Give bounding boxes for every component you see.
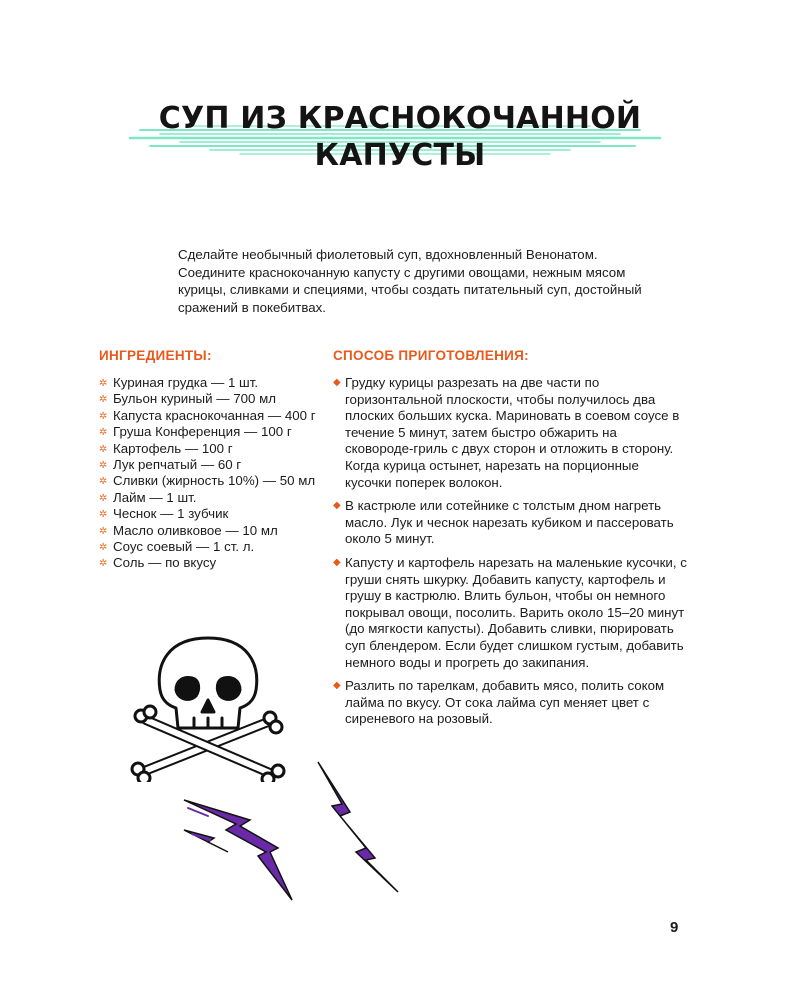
ingredient-item bbox=[99, 490, 319, 506]
title-line-1: СУП ИЗ КРАСНОКОЧАННОЙ bbox=[158, 101, 642, 136]
intro-line: курицы, сливками и специями, чтобы создать питательный суп, достойный bbox=[178, 282, 642, 297]
ingredients-heading: ИНГРЕДИЕНТЫ: bbox=[99, 348, 212, 363]
ingredient-text: Масло оливковое — 10 мл bbox=[113, 522, 278, 538]
ingredient-item bbox=[99, 523, 319, 539]
ingredient-item bbox=[99, 391, 319, 407]
method-step bbox=[333, 498, 688, 548]
ingredient-item bbox=[99, 473, 319, 489]
ingredient-item bbox=[99, 424, 319, 440]
intro-line: Сделайте необычный фиолетовый суп, вдохновленный Венонатом. bbox=[178, 247, 598, 262]
bullet-icon: ✲ bbox=[99, 427, 108, 439]
intro-line: сражений в покебитвах. bbox=[178, 299, 326, 315]
method-step bbox=[333, 678, 688, 728]
intro-line: Соедините краснокочанную капусту с другими овощами, нежным мясом bbox=[178, 264, 626, 280]
lightning-icon bbox=[180, 760, 440, 920]
method-step bbox=[333, 555, 688, 671]
diamond-bullet-icon: ◆ bbox=[333, 680, 341, 692]
ingredient-text: Соль — по вкусу bbox=[113, 555, 217, 571]
ingredients-list bbox=[99, 375, 319, 572]
ingredient-item bbox=[99, 506, 319, 522]
ingredient-text: Картофель — 100 г bbox=[113, 440, 233, 456]
ingredient-text: Лук репчатый — 60 г bbox=[113, 457, 242, 473]
bullet-icon: ✲ bbox=[99, 394, 108, 406]
bullet-icon: ✲ bbox=[99, 443, 108, 455]
ingredient-item bbox=[99, 539, 319, 555]
ingredient-item bbox=[99, 375, 319, 391]
bullet-icon: ✲ bbox=[99, 542, 108, 554]
page-number: 9 bbox=[670, 919, 679, 936]
method-step bbox=[333, 375, 688, 491]
ingredient-text: Лайм — 1 шт. bbox=[113, 489, 197, 505]
step-text: Грудку курицы разрезать на две части по горизонтальной плоскости, чтобы получилось два плоских больших куска. Мариновать в соевом соусе в течение 5 минут, затем быстро обжарить на сковороде-гриль с двух сторон и отложить в сторону. Когда курица остынет, нарезать на порционные кусочки поперек волокон. bbox=[345, 375, 680, 490]
step-text: Капусту и картофель нарезать на маленькие кусочки, с груши снять шкурку. Добавить капусту, картофель и грушу в кастрюлю. Влить бульон, чтобы он немного покрывал овощи, посолить. Варить около 15–20 минут (до мягкости капусты). Добавить сливки, пюрировать суп блендером. Если будет слишком густым, добавить немного воды и прогреть до закипания. bbox=[345, 554, 687, 670]
step-text: В кастрюле или сотейнике с толстым дном нагреть масло. Лук и чеснок нарезать кубиком и пассеровать около 5 минут. bbox=[345, 498, 674, 547]
bullet-icon: ✲ bbox=[99, 460, 108, 472]
diamond-bullet-icon: ◆ bbox=[333, 377, 341, 388]
ingredient-text: Сливки (жирность 10%) — 50 мл bbox=[113, 473, 316, 489]
bullet-icon: ✲ bbox=[99, 410, 108, 422]
ingredient-text: Куриная грудка — 1 шт. bbox=[113, 375, 259, 390]
bullet-icon: ✲ bbox=[99, 558, 108, 570]
ingredient-item bbox=[99, 457, 319, 473]
ingredient-text: Бульон куриный — 700 мл bbox=[113, 391, 276, 407]
ingredient-text: Чеснок — 1 зубчик bbox=[113, 506, 229, 522]
bullet-icon: ✲ bbox=[99, 378, 108, 389]
bullet-icon: ✲ bbox=[99, 492, 108, 504]
ingredient-text: Соус соевый — 1 ст. л. bbox=[113, 539, 255, 555]
ingredient-item bbox=[99, 441, 319, 457]
ingredient-item bbox=[99, 555, 319, 571]
intro-paragraph bbox=[178, 246, 668, 316]
ingredient-text: Груша Конференция — 100 г bbox=[113, 424, 292, 440]
diamond-bullet-icon: ◆ bbox=[333, 556, 341, 568]
method-steps-list bbox=[333, 375, 688, 735]
bullet-icon: ✲ bbox=[99, 509, 108, 521]
method-heading: СПОСОБ ПРИГОТОВЛЕНИЯ: bbox=[333, 348, 529, 363]
title-block bbox=[120, 92, 680, 182]
title-line-2: КАПУСТЫ bbox=[314, 138, 486, 173]
bullet-icon: ✲ bbox=[99, 476, 108, 488]
page-title bbox=[120, 100, 680, 174]
diamond-bullet-icon: ◆ bbox=[333, 500, 341, 512]
ingredient-item bbox=[99, 408, 319, 424]
ingredient-text: Капуста краснокочанная — 400 г bbox=[113, 407, 316, 423]
step-text: Разлить по тарелкам, добавить мясо, полить соком лайма по вкусу. От сока лайма суп меняет цвет с сиреневого на розовый. bbox=[345, 678, 665, 727]
bullet-icon: ✲ bbox=[99, 525, 108, 537]
